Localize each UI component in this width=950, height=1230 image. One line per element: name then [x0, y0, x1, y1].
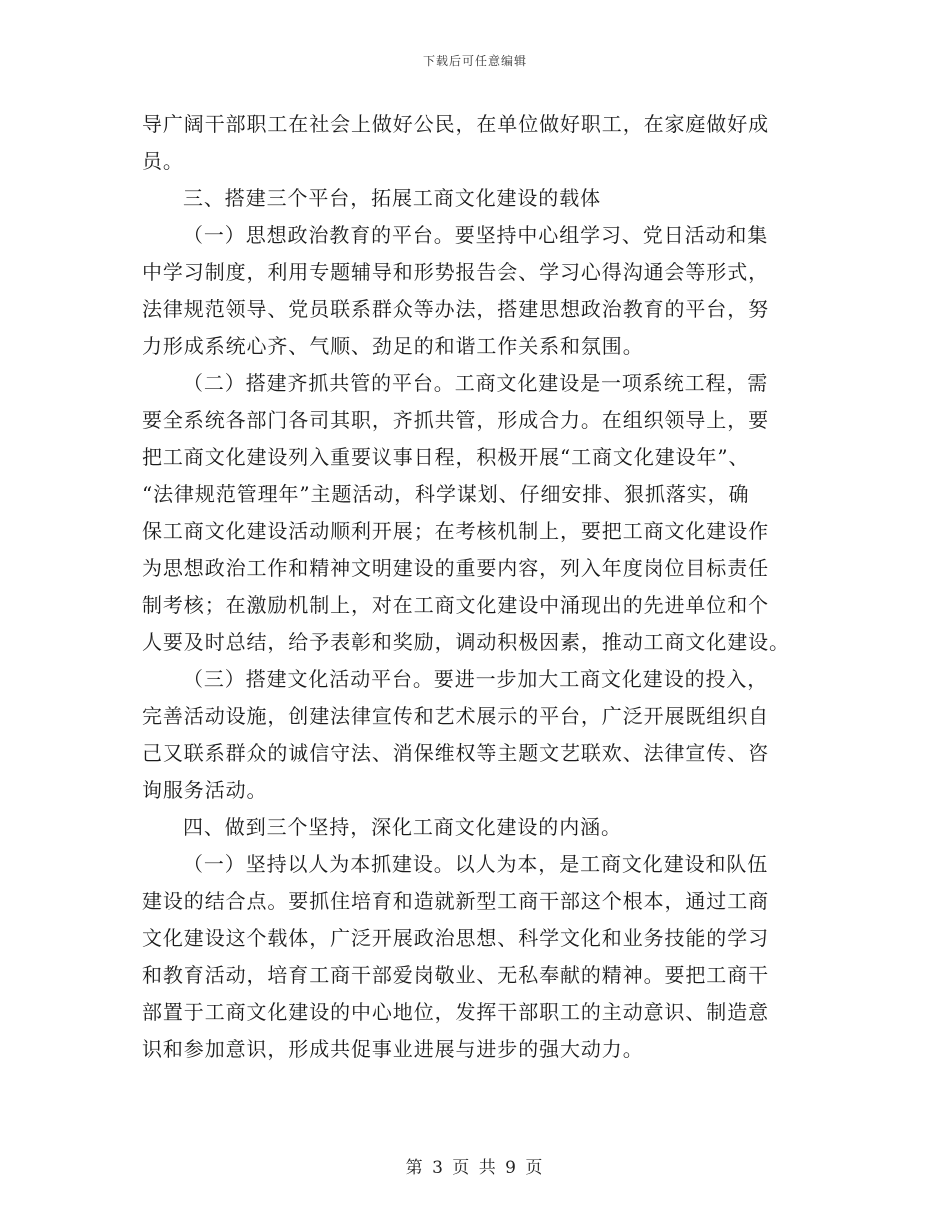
text-line: 识和参加意识，形成共促事业进展与进步的强大动力。	[142, 1037, 644, 1061]
text-line: 保工商文化建设活动顺利开展；在考核机制上，要把工商文化建设作	[142, 519, 769, 543]
header-note: 下载后可任意编辑	[422, 54, 527, 68]
text-line: 中学习制度，利用专题辅导和形势报告会、学习心得沟通会等形式，	[142, 260, 769, 284]
text-line: 三、搭建三个平台，拓展工商文化建设的载体	[183, 186, 601, 210]
text-line: （二）搭建齐抓共管的平台。工商文化建设是一项系统工程，需	[183, 371, 769, 395]
text-line: 力形成系统心齐、气顺、劲足的和谐工作关系和氛围。	[142, 334, 644, 358]
text-line: （一）思想政治教育的平台。要坚持中心组学习、党日活动和集	[183, 223, 769, 247]
text-line: 己又联系群众的诚信守法、消保维权等主题文艺联欢、法律宣传、咨	[142, 741, 769, 765]
text-line: 建设的结合点。要抓住培育和造就新型工商干部这个根本，通过工商	[142, 889, 769, 913]
text-line: 人要及时总结，给予表彰和奖励，调动积极因素，推动工商文化建设。	[142, 630, 790, 654]
text-line: 把工商文化建设列入重要议事日程，积极开展“工商文化建设年”、	[142, 445, 750, 469]
text-line: 四、做到三个坚持，深化工商文化建设的内涵。	[183, 815, 622, 839]
document-body	[142, 106, 810, 1068]
text-line: 部置于工商文化建设的中心地位，发挥干部职工的主动意识、制造意	[142, 1000, 769, 1024]
text-line: 员。	[142, 149, 184, 173]
text-line: （三）搭建文化活动平台。要进一步加大工商文化建设的投入，	[183, 667, 769, 691]
text-line: 要全系统各部门各司其职，齐抓共管，形成合力。在组织领导上，要	[142, 408, 769, 432]
text-line: （一）坚持以人为本抓建设。以人为本，是工商文化建设和队伍	[183, 852, 769, 876]
text-line: 和教育活动，培育工商干部爱岗敬业、无私奉献的精神。要把工商干	[142, 963, 769, 987]
text-line: 为思想政治工作和精神文明建设的重要内容，列入年度岗位目标责任	[142, 556, 769, 580]
text-line: “法律规范管理年”主题活动，科学谋划、仔细安排、狠抓落实，确	[142, 482, 750, 506]
text-line: 文化建设这个载体，广泛开展政治思想、科学文化和业务技能的学习	[142, 926, 769, 950]
text-line: 完善活动设施，创建法律宣传和艺术展示的平台，广泛开展既组织自	[142, 704, 769, 728]
text-line: 制考核；在激励机制上，对在工商文化建设中涌现出的先进单位和个	[142, 593, 769, 617]
text-line: 法律规范领导、党员联系群众等办法，搭建思想政治教育的平台，努	[142, 297, 769, 321]
text-line: 导广阔干部职工在社会上做好公民，在单位做好职工，在家庭做好成	[142, 112, 769, 136]
page-number: 第 3 页 共 9 页	[405, 1158, 545, 1178]
text-line: 询服务活动。	[142, 778, 268, 802]
